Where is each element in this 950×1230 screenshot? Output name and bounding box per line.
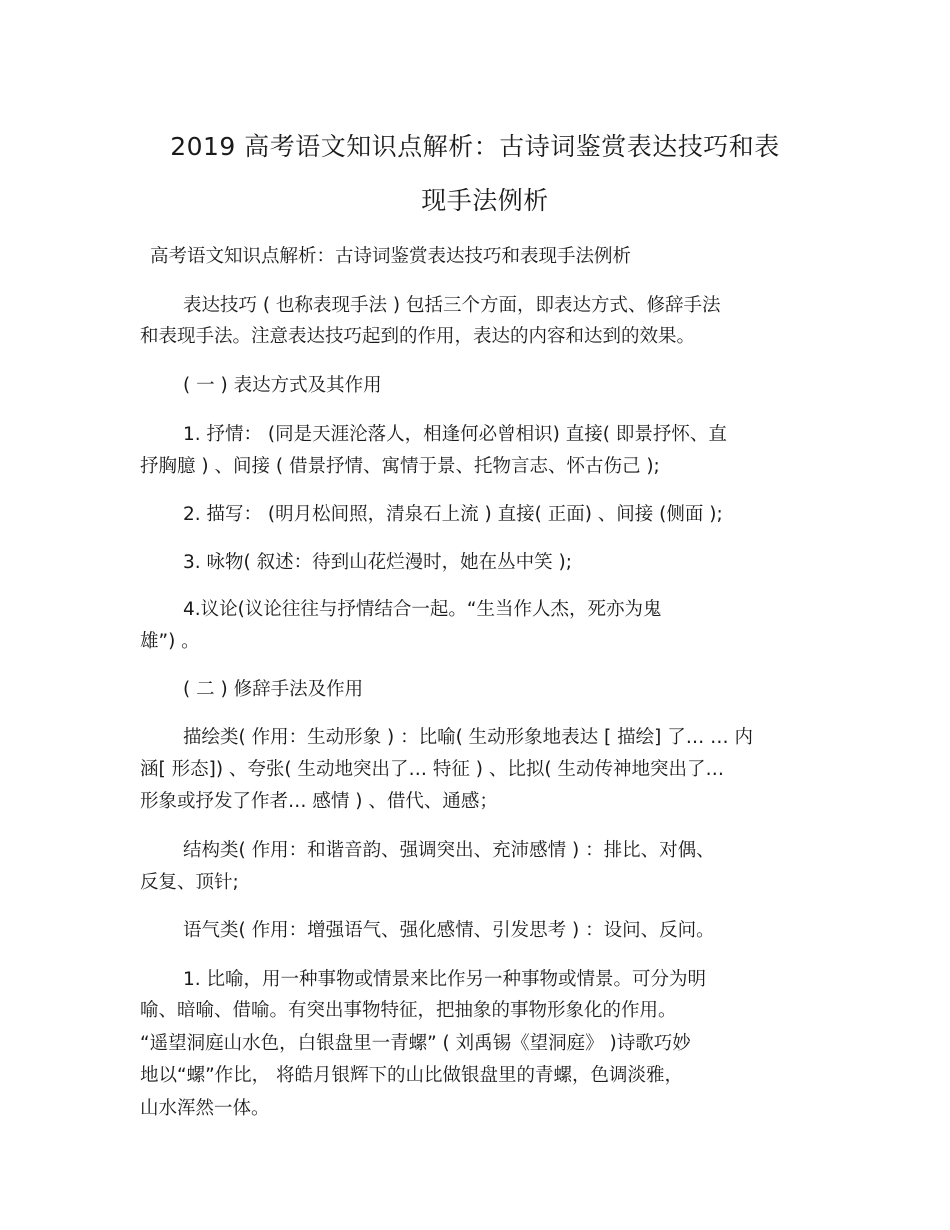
section-heading: ( 一 ) 表达方式及其作用 — [183, 375, 382, 396]
paragraph-line: 反复、顶针; — [140, 872, 239, 893]
paragraph-line: 地以“螺”作比， 将皓月银辉下的山比做银盘里的青螺，色调淡雅， — [140, 1065, 684, 1086]
paragraph-line: 和表现手法。注意表达技巧起到的作用，表达的内容和达到的效果。 — [140, 326, 696, 347]
paragraph-line: 3. 咏物( 叙述：待到山花烂漫时，她在丛中笑 ); — [183, 552, 572, 573]
paragraph-line: 1. 抒情： (同是天涯沦落人，相逢何必曾相识) 直接( 即景抒怀、直 — [183, 424, 727, 445]
paragraph-line: 涵[ 形态]) 、夸张( 生动地突出了… 特征 ) 、比拟( 生动传神地突出了… — [140, 759, 724, 780]
section-heading: ( 二 ) 修辞手法及作用 — [183, 679, 364, 700]
paragraph-line: 1. 比喻，用一种事物或情景来比作另一种事物或情景。可分为明 — [183, 969, 707, 990]
paragraph-line: “遥望洞庭山水色，白银盘里一青螺” ( 刘禹锡《望洞庭》 )诗歌巧妙 — [140, 1033, 691, 1054]
paragraph-line: 2. 描写： (明月松间照，清泉石上流 ) 直接( 正面) 、间接 (侧面 ); — [183, 504, 723, 525]
paragraph-line: 结构类( 作用：和谐音韵、强调突出、充沛感情 ) ：排比、对偶、 — [183, 840, 715, 861]
document-title-line-2: 现手法例析 — [421, 186, 549, 215]
document-subtitle: 高考语文知识点解析：古诗词鉴赏表达技巧和表现手法例析 — [150, 246, 632, 267]
paragraph-line: 喻、暗喻、借喻。有突出事物特征，把抽象的事物形象化的作用。 — [140, 1000, 677, 1021]
paragraph-line: 描绘类( 作用：生动形象 ) ：比喻( 生动形象地表达 [ 描绘] 了… … 内 — [183, 727, 754, 748]
paragraph-line: 4.议论(议论往往与抒情结合一起。“生当作人杰，死亦为鬼 — [183, 599, 662, 620]
document-title-line-1: 2019 高考语文知识点解析：古诗词鉴赏表达技巧和表 — [170, 132, 780, 161]
paragraph-line: 语气类( 作用：增强语气、强化感情、引发思考 ) ：设问、反问。 — [183, 920, 715, 941]
paragraph-line: 雄”) 。 — [140, 631, 200, 652]
paragraph-line: 山水浑然一体。 — [140, 1098, 270, 1119]
paragraph-line: 抒胸臆 ) 、间接 ( 借景抒情、寓情于景、托物言志、怀古伤己 ); — [140, 456, 660, 477]
paragraph-line: 形象或抒发了作者… 感情 ) 、借代、通感； — [140, 791, 498, 812]
paragraph-line: 表达技巧 ( 也称表现手法 ) 包括三个方面，即表达方式、修辞手法 — [183, 295, 721, 316]
